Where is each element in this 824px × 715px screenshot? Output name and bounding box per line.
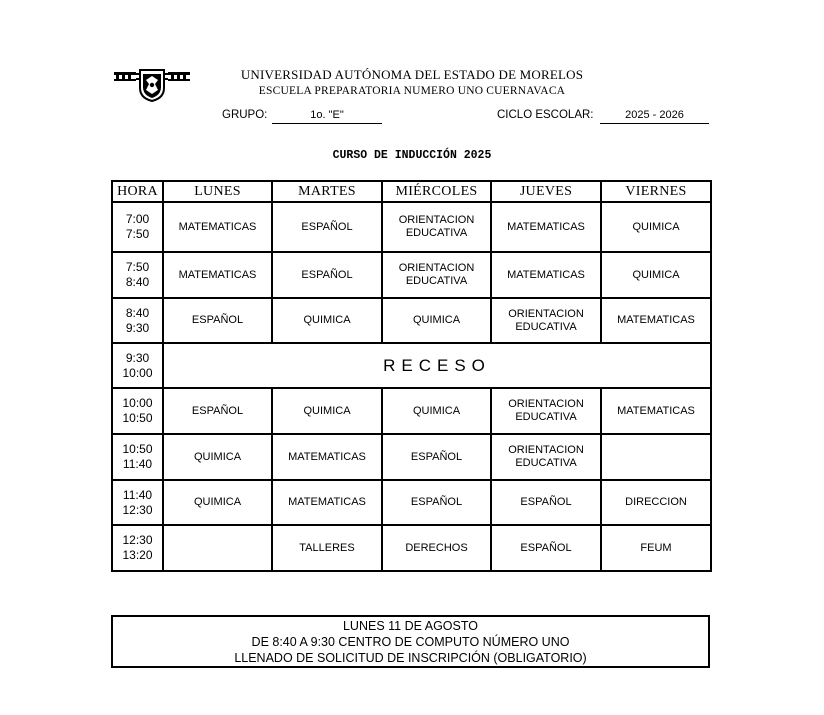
schedule-table <box>111 180 712 572</box>
subject-cell: ORIENTACION EDUCATIVA <box>382 252 491 298</box>
subject-cell: QUIMICA <box>272 388 382 434</box>
recess-cell: RECESO <box>163 343 711 388</box>
subject-cell: QUIMICA <box>163 434 272 480</box>
subject-cell: ESPAÑOL <box>272 252 382 298</box>
subject-cell <box>163 525 272 571</box>
subject-cell: MATEMATICAS <box>272 480 382 525</box>
university-logo-icon <box>114 68 190 102</box>
column-header-jueves: JUEVES <box>491 181 601 202</box>
subject-cell: ORIENTACION EDUCATIVA <box>491 434 601 480</box>
time-end: 7:50 <box>125 227 150 241</box>
subject-cell: ORIENTACION EDUCATIVA <box>382 202 491 252</box>
time-start: 10:50 <box>122 442 153 456</box>
schedule-header-row <box>112 181 711 202</box>
course-title: CURSO DE INDUCCIÓN 2025 <box>332 149 492 162</box>
schedule-row <box>112 202 711 252</box>
time-end: 10:50 <box>122 411 153 425</box>
notice-box <box>111 615 710 668</box>
subject-cell: ORIENTACION EDUCATIVA <box>491 388 601 434</box>
subject-cell: MATEMATICAS <box>601 298 711 343</box>
subject-cell: ESPAÑOL <box>163 298 272 343</box>
group-label: GRUPO: <box>222 109 268 121</box>
column-header-lunes: LUNES <box>163 181 272 202</box>
time-end: 10:00 <box>122 365 153 380</box>
time-slot-cell <box>112 388 163 434</box>
subject-cell: MATEMATICAS <box>491 252 601 298</box>
subject-cell: QUIMICA <box>601 202 711 252</box>
subject-cell: MATEMATICAS <box>491 202 601 252</box>
time-start: 12:30 <box>122 533 153 547</box>
column-header-miercoles: MIÉRCOLES <box>382 181 491 202</box>
column-header-hora: HORA <box>112 181 163 202</box>
school-name: ESCUELA PREPARATORIA NUMERO UNO CUERNAVACA <box>258 85 566 97</box>
notice-line-date: LUNES 11 DE AGOSTO <box>342 619 478 633</box>
schedule-row <box>112 252 711 298</box>
time-slot-cell <box>112 252 163 298</box>
university-name: UNIVERSIDAD AUTÓNOMA DEL ESTADO DE MORELOS <box>240 67 584 82</box>
time-slot-cell <box>112 202 163 252</box>
subject-cell: QUIMICA <box>382 298 491 343</box>
subject-cell: MATEMATICAS <box>163 202 272 252</box>
subject-cell: MATEMATICAS <box>272 434 382 480</box>
subject-cell: ORIENTACION EDUCATIVA <box>491 298 601 343</box>
subject-cell: ESPAÑOL <box>382 480 491 525</box>
subject-cell: QUIMICA <box>382 388 491 434</box>
notice-line-task: LLENADO DE SOLICITUD DE INSCRIPCIÓN (OBLIGATORIO) <box>234 651 587 665</box>
schedule-row <box>112 480 711 525</box>
subject-cell: ESPAÑOL <box>491 525 601 571</box>
time-end: 12:30 <box>122 502 153 517</box>
subject-cell: MATEMATICAS <box>163 252 272 298</box>
schedule-row <box>112 388 711 434</box>
schedule-row <box>112 343 711 388</box>
time-slot-cell <box>112 480 163 525</box>
schedule-row <box>112 434 711 480</box>
time-slot-cell <box>112 298 163 343</box>
time-start: 7:50 <box>125 260 150 274</box>
time-slot-cell <box>112 343 163 388</box>
subject-cell: ESPAÑOL <box>163 388 272 434</box>
subject-cell: DIRECCION <box>601 480 711 525</box>
notice-line-location: DE 8:40 A 9:30 CENTRO DE COMPUTO NÚMERO UNO <box>251 635 570 649</box>
time-end: 8:40 <box>125 275 150 289</box>
time-start: 9:30 <box>125 350 150 365</box>
subject-cell: ESPAÑOL <box>491 480 601 525</box>
subject-cell: QUIMICA <box>163 480 272 525</box>
schedule-row <box>112 525 711 571</box>
subject-cell: FEUM <box>601 525 711 571</box>
time-start: 8:40 <box>125 305 150 320</box>
subject-cell: MATEMATICAS <box>601 388 711 434</box>
group-value: 1o. "E" <box>272 109 382 124</box>
time-start: 11:40 <box>122 487 153 502</box>
subject-cell: DERECHOS <box>382 525 491 571</box>
time-start: 10:00 <box>122 396 153 410</box>
schedule-row <box>112 298 711 343</box>
subject-cell: ESPAÑOL <box>382 434 491 480</box>
cycle-label: CICLO ESCOLAR: <box>497 109 594 121</box>
time-start: 7:00 <box>125 212 150 226</box>
subject-cell: ESPAÑOL <box>272 202 382 252</box>
subject-cell: QUIMICA <box>601 252 711 298</box>
time-end: 9:30 <box>125 320 150 335</box>
cycle-value: 2025 - 2026 <box>600 109 709 124</box>
time-end: 13:20 <box>122 548 153 562</box>
time-end: 11:40 <box>122 457 153 471</box>
subject-cell: QUIMICA <box>272 298 382 343</box>
time-slot-cell <box>112 525 163 571</box>
subject-cell: TALLERES <box>272 525 382 571</box>
time-slot-cell <box>112 434 163 480</box>
column-header-martes: MARTES <box>272 181 382 202</box>
column-header-viernes: VIERNES <box>601 181 711 202</box>
subject-cell <box>601 434 711 480</box>
